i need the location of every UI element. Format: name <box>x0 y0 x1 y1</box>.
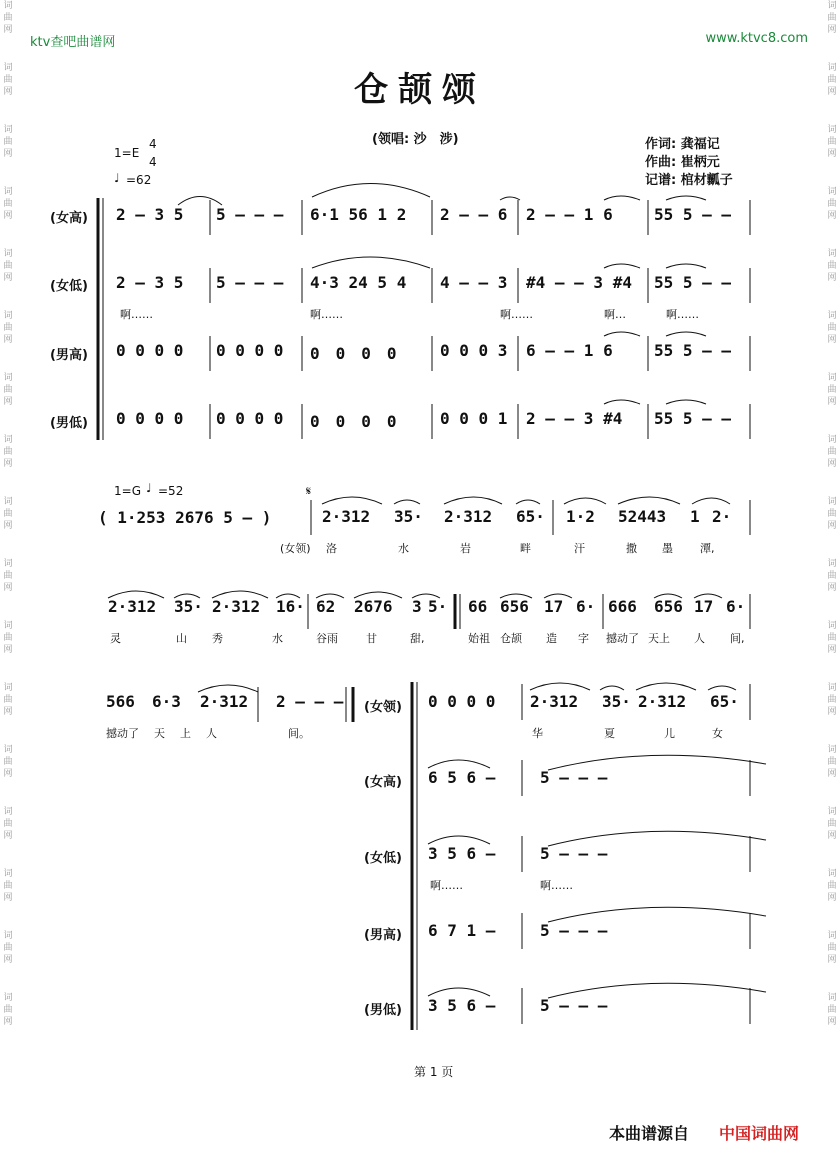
measure-a: 4 – – 3 <box>440 273 508 292</box>
measure-b: 0 0 0 0 <box>216 409 284 428</box>
watermark-char: 网 <box>827 397 837 407</box>
note-group: 2·312 <box>322 507 371 526</box>
measure-t: 6 – – 1 6 <box>526 341 613 360</box>
watermark-char: 词 <box>3 807 13 817</box>
source-label: 本曲谱源自 <box>609 1124 690 1143</box>
watermark-char: 曲 <box>3 137 13 147</box>
lyricist: 作词: 龚福记 <box>645 137 720 152</box>
measure-a: #4 – – 3 #4 <box>526 273 632 292</box>
watermark-char: 曲 <box>827 75 837 85</box>
watermark-char: 词 <box>3 63 13 73</box>
watermark-char: 曲 <box>3 385 13 395</box>
note-group: 35· <box>394 507 423 526</box>
watermark-char: 词 <box>827 931 837 941</box>
note-group: 66 <box>468 597 488 616</box>
watermark-char: 网 <box>3 335 13 345</box>
watermark-char: 网 <box>827 521 837 531</box>
note-group: 2 – – – <box>276 692 344 711</box>
measure-a: 5 – – – <box>216 273 284 292</box>
watermark-char: 网 <box>827 211 837 221</box>
watermark-char: 曲 <box>3 199 13 209</box>
lead-notes: 2·312 <box>638 692 687 711</box>
composer: 作曲: 崔柄元 <box>645 155 720 170</box>
header-site-url[interactable]: www.ktvc8.com <box>705 31 808 46</box>
lyric: 秀 <box>212 632 223 645</box>
note-group: 65· <box>516 507 545 526</box>
tempo-2: =52 <box>158 484 184 498</box>
page-title: 仓颉颂 <box>354 70 486 110</box>
lyric: 山 <box>176 632 187 645</box>
key-signature-2: 1=G <box>114 484 141 498</box>
note-group: 3 <box>412 597 422 616</box>
lyric: 畔 <box>520 542 531 555</box>
lyric: 字 <box>578 632 589 645</box>
note-group: 656 <box>654 597 683 616</box>
watermark-char: 曲 <box>3 819 13 829</box>
watermark-char: 词 <box>827 683 837 693</box>
lyric: 甘 <box>366 632 377 645</box>
watermark-char: 词 <box>3 993 13 1003</box>
measure-t: 6 7 1 – <box>428 921 496 940</box>
note-group: 2·312 <box>200 692 249 711</box>
measure-s: 55 5 – – <box>654 205 732 224</box>
lyric: 上 <box>180 727 191 740</box>
note-group: 666 <box>608 597 637 616</box>
part-label-bass: (男低) <box>50 416 88 431</box>
note-group: 2·312 <box>212 597 261 616</box>
lyric: 水 <box>398 542 409 555</box>
watermark-char: 曲 <box>827 757 837 767</box>
watermark-char: 词 <box>827 1 837 11</box>
tempo-1: =62 <box>126 173 152 187</box>
lyric-alto: 啊…… <box>120 308 153 321</box>
lyric: 始祖 <box>468 632 490 645</box>
note-group: 35· <box>174 597 203 616</box>
lyric-alto: 啊…… <box>500 308 533 321</box>
watermark-char: 词 <box>3 435 13 445</box>
note-group: 1·2 <box>566 507 595 526</box>
watermark-char: 网 <box>3 149 13 159</box>
watermark-char: 曲 <box>827 199 837 209</box>
watermark-char: 词 <box>827 869 837 879</box>
watermark-char: 曲 <box>827 881 837 891</box>
note-group: 2·312 <box>108 597 157 616</box>
watermark-char: 曲 <box>827 261 837 271</box>
lyric: 岩 <box>460 542 471 555</box>
watermark-char: 网 <box>3 645 13 655</box>
lyric: 撼动了 <box>606 632 639 645</box>
watermark-char: 曲 <box>827 447 837 457</box>
watermark-char: 词 <box>827 63 837 73</box>
measure-s: 6 5 6 – <box>428 768 496 787</box>
lyric: 人 <box>206 727 217 740</box>
watermark-char: 词 <box>3 249 13 259</box>
watermark-char: 曲 <box>3 447 13 457</box>
note-group: 62 <box>316 597 336 616</box>
watermark-char: 曲 <box>827 385 837 395</box>
watermark-char: 曲 <box>3 633 13 643</box>
key-signature-1: 1=E <box>114 146 140 160</box>
watermark-char: 曲 <box>827 571 837 581</box>
note-group: 17 <box>544 597 564 616</box>
watermark-char: 词 <box>3 745 13 755</box>
lyric: 甜, <box>410 632 425 645</box>
watermark-char: 词 <box>827 621 837 631</box>
lyric-lead: 夏 <box>604 727 615 740</box>
note-group: 52443 <box>618 507 667 526</box>
watermark-char: 网 <box>827 645 837 655</box>
lyric: 间。 <box>288 727 310 740</box>
watermark-char: 曲 <box>827 137 837 147</box>
watermark-char: 词 <box>827 435 837 445</box>
note-group: 5· <box>428 597 448 616</box>
watermark-char: 词 <box>827 249 837 259</box>
measure-a: 55 5 – – <box>654 273 732 292</box>
note-group: 1 <box>690 507 700 526</box>
watermark-char: 词 <box>827 125 837 135</box>
watermark-char: 网 <box>827 25 837 35</box>
watermark-char: 曲 <box>827 323 837 333</box>
lyric-alto: 啊…… <box>540 879 573 892</box>
lyric: 墨 <box>662 542 673 555</box>
lyric: 天上 <box>648 632 670 645</box>
watermark-char: 曲 <box>827 695 837 705</box>
lyric: 灵 <box>110 632 121 645</box>
measure-a: 3 5 6 – <box>428 844 496 863</box>
measure-t: 5 – – – <box>540 921 608 940</box>
watermark-char: 词 <box>3 621 13 631</box>
lyric: 仓颉 <box>500 632 522 645</box>
watermark-char: 词 <box>827 187 837 197</box>
watermark-char: 曲 <box>827 819 837 829</box>
watermark-char: 网 <box>827 583 837 593</box>
watermark-char: 曲 <box>3 323 13 333</box>
watermark-char: 网 <box>827 1017 837 1027</box>
page-number: 第 1 页 <box>414 1065 454 1079</box>
quarter-note-icon: ♩ <box>114 171 120 185</box>
note-group: 566 <box>106 692 135 711</box>
watermark-char: 曲 <box>3 1005 13 1015</box>
part-label-lead: (女领) <box>364 700 402 715</box>
lyric: 洛 <box>326 542 337 555</box>
watermark-char: 词 <box>827 311 837 321</box>
watermark-char: 网 <box>827 87 837 97</box>
measure-t: 0 0 0 0 <box>116 341 184 360</box>
note-group: 6· <box>726 597 746 616</box>
watermark-char: 词 <box>3 497 13 507</box>
watermark-char: 网 <box>3 707 13 717</box>
note-group: 2·312 <box>444 507 493 526</box>
watermark-char: 网 <box>827 335 837 345</box>
watermark-char: 词 <box>827 745 837 755</box>
lead-notes: 65· <box>710 692 739 711</box>
measure-b: 0 0 0 1 <box>440 409 508 428</box>
note-group: 6· <box>576 597 596 616</box>
watermark-char: 曲 <box>3 757 13 767</box>
watermark-char: 词 <box>3 125 13 135</box>
watermark-char: 网 <box>827 831 837 841</box>
watermark-char: 曲 <box>3 75 13 85</box>
watermark-char: 词 <box>827 559 837 569</box>
time-bottom: 4 <box>149 155 157 169</box>
measure-b: 0 0 0 0 <box>310 412 397 431</box>
watermark-char: 曲 <box>827 509 837 519</box>
measure-s: 2 – 3 5 <box>116 205 184 224</box>
watermark-char: 曲 <box>827 13 837 23</box>
watermark-char: 网 <box>3 459 13 469</box>
lyric: 撒 <box>626 542 637 555</box>
measure-s: 2 – – 1 6 <box>526 205 613 224</box>
watermark-char: 曲 <box>827 943 837 953</box>
watermark-char: 词 <box>3 1 13 11</box>
part-label-soprano-2: (女高) <box>364 775 402 790</box>
watermark-char: 网 <box>827 893 837 903</box>
note-group: 2· <box>712 507 732 526</box>
notation-by: 记谱: 棺材瓤子 <box>645 173 733 188</box>
watermark-char: 曲 <box>827 633 837 643</box>
watermark-char: 词 <box>3 311 13 321</box>
watermark-char: 词 <box>827 807 837 817</box>
watermark-char: 网 <box>3 769 13 779</box>
part-label-tenor-2: (男高) <box>364 928 402 943</box>
watermark-char: 网 <box>3 583 13 593</box>
watermark-char: 网 <box>827 707 837 717</box>
lead-notes: 2·312 <box>530 692 579 711</box>
watermark-char: 网 <box>3 273 13 283</box>
note-group: 17 <box>694 597 714 616</box>
measure-t: 0 0 0 0 <box>216 341 284 360</box>
watermark-char: 曲 <box>3 509 13 519</box>
part-label-alto-2: (女低) <box>364 851 402 866</box>
lyric-alto: 啊…… <box>666 308 699 321</box>
part-label-alto: (女低) <box>50 279 88 294</box>
lyric: 造 <box>546 632 557 645</box>
measure-b: 2 – – 3 #4 <box>526 409 623 428</box>
watermark-char: 网 <box>827 769 837 779</box>
measure-b: 5 – – – <box>540 996 608 1015</box>
lead-notes: 0 0 0 0 <box>428 692 496 711</box>
source-site-link[interactable]: 中国词曲网 <box>719 1124 800 1143</box>
segno-icon: 𝄋 <box>306 484 312 498</box>
lyric: 谷雨 <box>316 632 338 645</box>
part-label-bass-2: (男低) <box>364 1003 402 1018</box>
watermark-char: 词 <box>827 497 837 507</box>
watermark-char: 网 <box>3 211 13 221</box>
watermark-char: 词 <box>3 187 13 197</box>
measure-t: 0 0 0 3 <box>440 341 508 360</box>
lead-notes: 35· <box>602 692 631 711</box>
watermark-char: 网 <box>827 955 837 965</box>
time-top: 4 <box>149 137 157 151</box>
watermark-char: 网 <box>3 25 13 35</box>
measure-a: 2 – 3 5 <box>116 273 184 292</box>
note-group: 2676 <box>354 597 393 616</box>
watermark-char: 网 <box>3 397 13 407</box>
measure-s: 6·1 56 1 2 <box>310 205 407 224</box>
watermark-char: 曲 <box>3 13 13 23</box>
part-label-tenor: (男高) <box>50 348 88 363</box>
note-group: 6·3 <box>152 692 181 711</box>
lyric-alto: 啊…… <box>430 879 463 892</box>
measure-s: 5 – – – <box>216 205 284 224</box>
watermark-char: 词 <box>3 683 13 693</box>
header-site-name[interactable]: ktv查吧曲谱网 <box>30 35 116 50</box>
watermark-char: 网 <box>827 459 837 469</box>
lead-singer: (领唱: 沙 涉) <box>372 132 459 147</box>
lyric-alto: 啊…… <box>310 308 343 321</box>
watermark-char: 词 <box>3 869 13 879</box>
measure-s: 2 – – 6 <box>440 205 508 224</box>
watermark-char: 词 <box>3 559 13 569</box>
measure-t: 0 0 0 0 <box>310 344 397 363</box>
watermark-char: 网 <box>3 893 13 903</box>
watermark-char: 网 <box>3 521 13 531</box>
watermark-char: 词 <box>3 931 13 941</box>
measure-s: 5 – – – <box>540 768 608 787</box>
lyric: 撼动了 <box>106 727 139 740</box>
measure-b: 0 0 0 0 <box>116 409 184 428</box>
watermark-char: 网 <box>3 1017 13 1027</box>
watermark-char: 曲 <box>3 881 13 891</box>
lyric-lead: 华 <box>532 727 543 740</box>
lyric: 天 <box>154 727 165 740</box>
note-group: 16· <box>276 597 305 616</box>
watermark-char: 网 <box>827 149 837 159</box>
quarter-note-icon: ♩ <box>146 481 152 495</box>
intro-phrase: ( 1·253 2676 5 – ) <box>98 508 272 527</box>
watermark-char: 曲 <box>3 943 13 953</box>
lead-label-lyric: (女领) <box>280 542 311 555</box>
lyric-alto: 啊… <box>604 308 626 321</box>
watermark-char: 网 <box>827 273 837 283</box>
watermark-char: 网 <box>3 831 13 841</box>
measure-a: 4·3 24 5 4 <box>310 273 407 292</box>
lyric: 水 <box>272 632 283 645</box>
watermark-char: 网 <box>3 955 13 965</box>
measure-b: 55 5 – – <box>654 409 732 428</box>
note-group: 656 <box>500 597 529 616</box>
watermark-char: 曲 <box>3 571 13 581</box>
watermark-char: 词 <box>827 993 837 1003</box>
watermark-char: 网 <box>3 87 13 97</box>
lyric-lead: 儿 <box>664 727 675 740</box>
measure-b: 3 5 6 – <box>428 996 496 1015</box>
watermark-char: 词 <box>827 373 837 383</box>
measure-t: 55 5 – – <box>654 341 732 360</box>
watermark-char: 曲 <box>3 695 13 705</box>
lyric: 汗 <box>574 542 585 555</box>
lyric: 人 <box>694 632 705 645</box>
watermark-char: 曲 <box>827 1005 837 1015</box>
lyric-lead: 女 <box>712 727 723 740</box>
part-label-soprano: (女高) <box>50 211 88 226</box>
lyric: 潭, <box>700 542 715 555</box>
watermark-char: 曲 <box>3 261 13 271</box>
lyric: 间, <box>730 632 745 645</box>
watermark-char: 词 <box>3 373 13 383</box>
measure-a: 5 – – – <box>540 844 608 863</box>
